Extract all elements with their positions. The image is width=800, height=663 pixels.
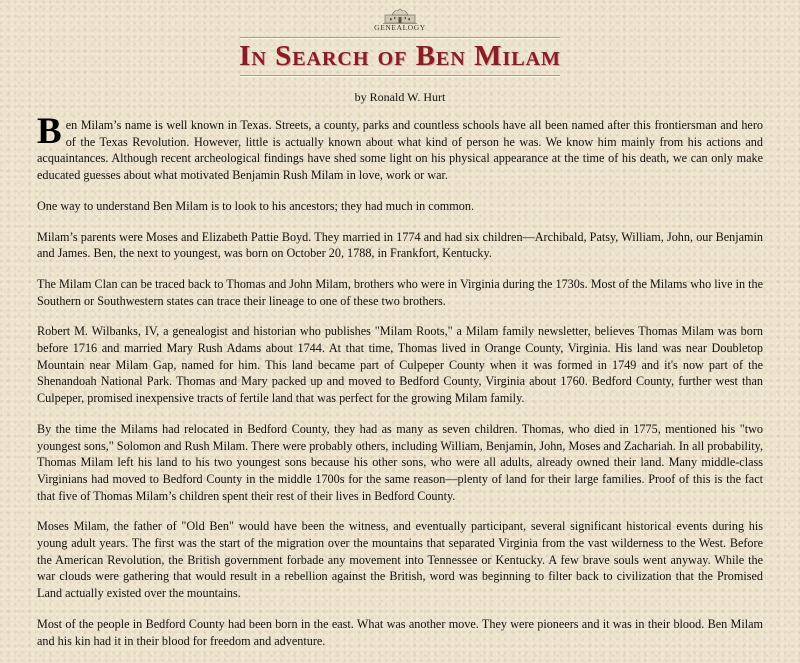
- article-paragraph: [37, 111, 763, 184]
- alamo-building-icon: [383, 6, 417, 24]
- article-paragraph: Moses Milam, the father of "Old Ben" would have been the witness, and eventually participant, several significant historical events during his young adult years. The first was the start of the migration over the mountains that separated Virginia from the vast wilderness to the West. Before the American Revolution, the British government forbade any movement into Tennessee or Kentucky. A few brave souls went anyway. While the war clouds were gathering that would result in a rebellion against the British, word was beginning to filter back to civilization that the Promised Land actually existed over the mountains.: [37, 519, 763, 601]
- article-paragraph: Robert M. Wilbanks, IV, a genealogist and historian who publishes "Milam Roots," a Milam family newsletter, believes Thomas Milam was born before 1716 and married Mary Rush Adams about 1744. At that time, Thomas lived in Orange County, Virginia. His land was near Doubletop Mountain near Milam Gap, named for him. This land became part of Culpeper County when it was formed in 1749 and it's now part of the Shenandoah National Park. Thomas and Mary packed up and moved to Bedford County, Virginia about 1760. Bedford County, further west than Culpeper, promised inexpensive tracts of fertile land that was perfect for the growing Milam family.: [37, 324, 763, 406]
- paragraph-text: en Milam’s name is well known in Texas. Streets, a county, parks and countless schools have all been named after this frontiersman and hero of the Texas Revolution. However, little is actually known about what kind of person he was. We know him mainly from his actions and acquaintances. Although recent archeological findings have shed some light on his physical appearance at the time of his death, we can only make educated guesses about what motivated Benjamin Rush Milam in love, work or war.: [37, 118, 763, 183]
- page-header: [0, 0, 800, 104]
- header-divider-top: [240, 37, 560, 39]
- article-body: [37, 111, 763, 663]
- header-divider-bottom: [240, 75, 560, 77]
- drop-cap: B: [37, 111, 62, 152]
- article-paragraph: Milam’s parents were Moses and Elizabeth Pattie Boyd. They married in 1774 and had six children—Archibald, Patsy, William, John, our Benjamin and James. Ben, the next to youngest, was born on October 20, 1788, in Frankfort, Kentucky.: [37, 229, 763, 261]
- byline: by Ronald W. Hurt: [354, 90, 446, 104]
- article-paragraph: The Milam Clan can be traced back to Thomas and John Milam, brothers who were in Virginia during the 1730s. Most of the Milams who live in the Southern or Southwestern states can trace their lineage to one of these two brothers.: [37, 276, 763, 308]
- article-paragraph: Most of the people in Bedford County had been born in the east. What was another move. They were pioneers and it was in their blood. Ben Milam and his kin had it in their blood for freedom and adventure.: [37, 616, 763, 648]
- article-paragraph: One way to understand Ben Milam is to look to his ancestors; they had much in common.: [37, 198, 474, 213]
- article-paragraph: By the time the Milams had relocated in Bedford County, they had as many as seven children. Thomas, who died in 1775, mentioned his "two youngest sons," Solomon and Rush Milam. There were probably others, including William, Benjamin, John, Moses and Zachariah. In all probability, Thomas Milam left his land to his two youngest sons because his other sons, who were all adults, already owned their land. Many middle-class Virginians had moved to Bedford County in the middle 1700s for the same reason—plenty of land for their large families. Proof of this is the fact that five of Thomas Milam’s children spent their rest of their lives in Bedford County.: [37, 421, 763, 503]
- section-label: GENEALOGY: [374, 23, 426, 32]
- page-title: In Search of Ben Milam: [239, 40, 561, 72]
